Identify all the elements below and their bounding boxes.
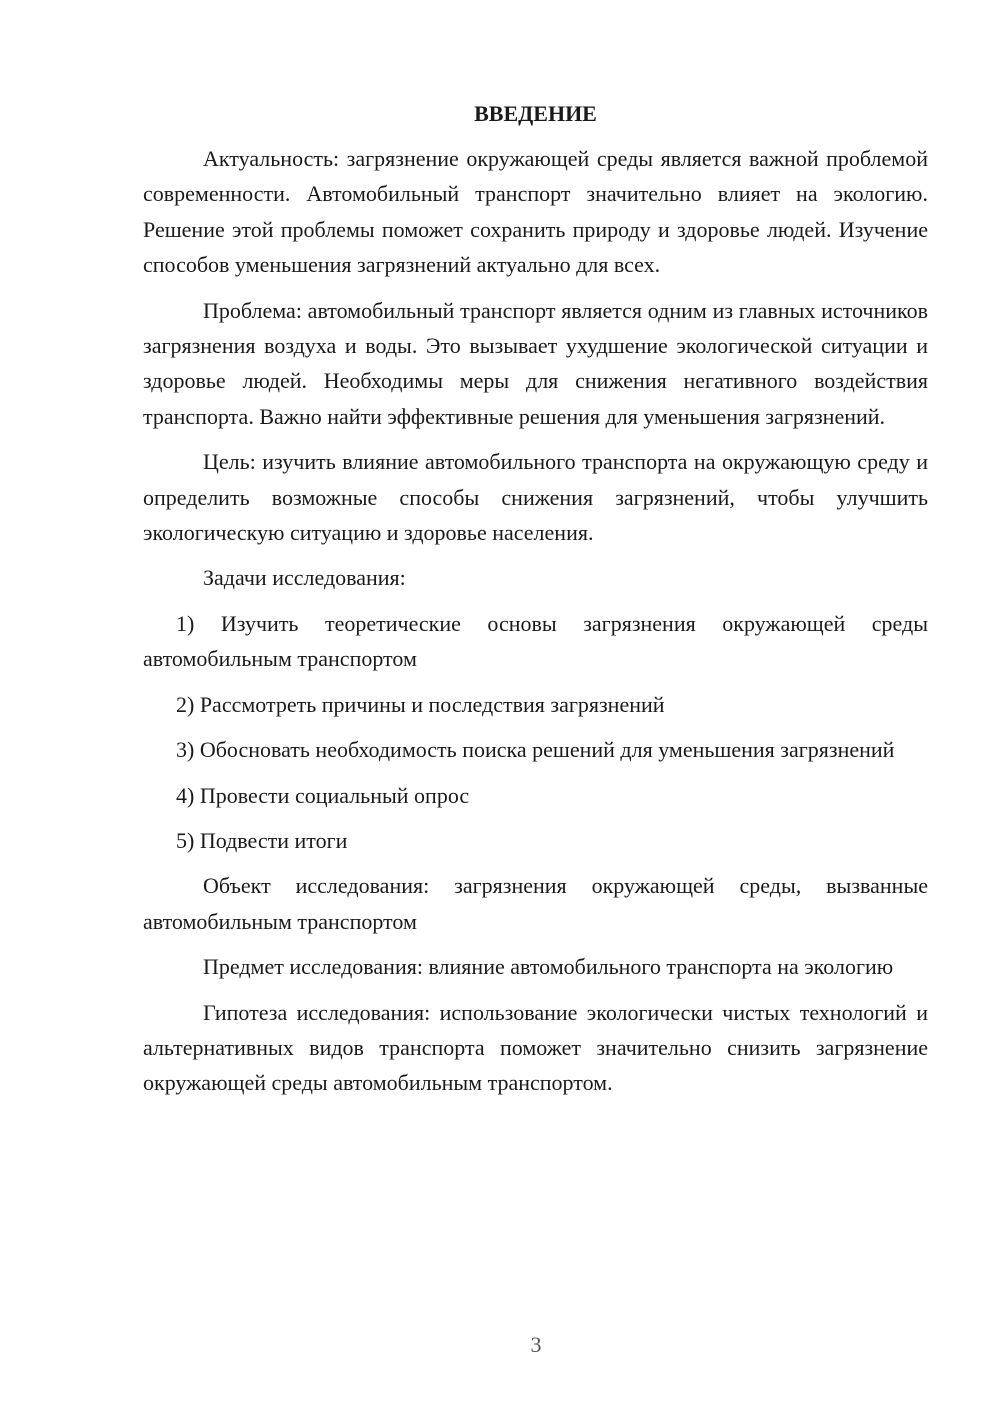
page-title: ВВЕДЕНИЕ xyxy=(474,101,597,126)
paragraph-goal: Цель: изучить влияние автомобильного транспорта на окружающую среду и определить возможные способы снижения загрязнений, чтобы улучшить экологическую ситуацию и здоровье населения. xyxy=(143,449,928,546)
tasks-heading: Задачи исследования: xyxy=(203,565,406,591)
task-item-4: 4) Провести социальный опрос xyxy=(176,782,470,808)
task-item-5: 5) Подвести итоги xyxy=(176,827,348,853)
task-item-3: 3) Обосновать необходимость поиска решений для уменьшения загрязнений xyxy=(176,737,895,763)
paragraph-subject: Предмет исследования: влияние автомобильного транспорта на экологию xyxy=(203,954,894,980)
task-item-2: 2) Рассмотреть причины и последствия загрязнений xyxy=(176,691,665,717)
paragraph-object: Объект исследования: загрязнения окружающей среды, вызванные автомобильным транспортом xyxy=(143,873,928,934)
paragraph-relevance: Актуальность: загрязнение окружающей среды является важной проблемой современности. Автомобильный транспорт значительно влияет на экологию. Решение этой проблемы поможет сохранить природу и здоровье людей. Изучение способов уменьшения загрязнений актуально для всех. xyxy=(143,146,928,278)
task-item-1: 1) Изучить теоретические основы загрязнения окружающей среды автомобильным транспортом xyxy=(143,610,928,672)
paragraph-hypothesis: Гипотеза исследования: использование экологически чистых технологий и альтернативных видов транспорта поможет значительно снизить загрязнение окружающей среды автомобильным транспортом. xyxy=(143,999,928,1096)
page-number: 3 xyxy=(530,1332,542,1357)
document-page xyxy=(143,96,928,1111)
paragraph-problem: Проблема: автомобильный транспорт является одним из главных источников загрязнения воздуха и воды. Это вызывает ухудшение экологической ситуации и здоровье людей. Необходимы меры для снижения негативного воздействия транспорта. Важно найти эффективные решения для уменьшения загрязнений. xyxy=(143,297,928,429)
